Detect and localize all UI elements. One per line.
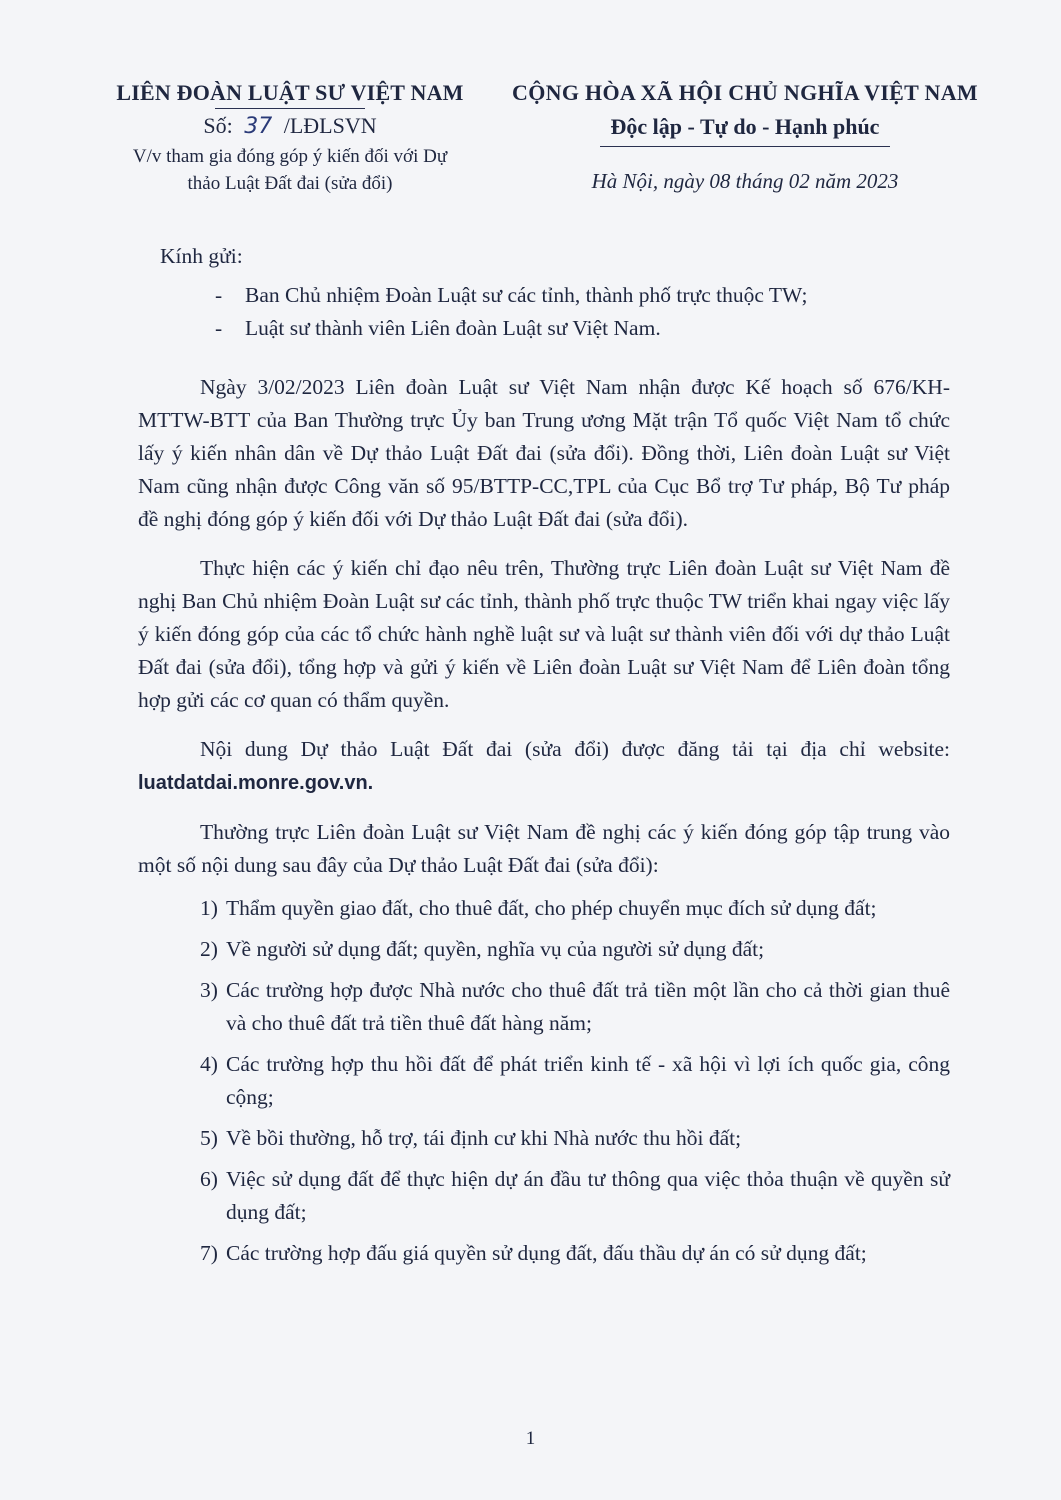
list-item (138, 1237, 950, 1270)
list-text: Việc sử dụng đất để thực hiện dự án đầu tư thông qua việc thỏa thuận về quyền sử dụng đất; (226, 1167, 950, 1224)
list-item (138, 933, 950, 966)
list-text: Về người sử dụng đất; quyền, nghĩa vụ của người sử dụng đất; (226, 937, 765, 961)
paragraph: Thực hiện các ý kiến chỉ đạo nêu trên, Thường trực Liên đoàn Luật sư Việt Nam đề nghị Ban Chủ nhiệm Đoàn Luật sư các tỉnh, thành phố trực thuộc TW triển khai ngay việc lấy ý kiến đóng góp của các tổ chức hành nghề luật sư và luật sư thành viên đối với dự thảo Luật Đất đai (sửa đổi), tổng hợp và gửi ý kiến về Liên đoàn Luật sư Việt Nam để Liên đoàn tổng hợp gửi các cơ quan có thẩm quyền. (138, 556, 950, 712)
recipient-text: Luật sư thành viên Liên đoàn Luật sư Việt Nam. (245, 316, 661, 340)
list-text: Các trường hợp thu hồi đất để phát triển kinh tế - xã hội vì lợi ích quốc gia, công cộng; (226, 1052, 950, 1109)
list-number: 7) (200, 1241, 218, 1265)
subject-line: thảo Luật Đất đai (sửa đổi) (187, 173, 393, 194)
national-heading (500, 80, 990, 194)
website-link[interactable]: luatdatdai.monre.gov.vn. (138, 772, 374, 794)
list-number: 1) (200, 896, 218, 920)
list-item (138, 1163, 950, 1229)
paragraph (138, 733, 950, 800)
list-number: 2) (200, 937, 218, 961)
list-number: 3) (200, 978, 218, 1002)
list-item (138, 1122, 950, 1155)
recipient-item (138, 279, 950, 312)
page-number: 1 (525, 1428, 536, 1449)
list-item (138, 892, 950, 925)
document-number (105, 113, 475, 139)
issuer-underline (215, 108, 365, 109)
document-number-prefix: Số: (203, 113, 233, 138)
list-text: Thẩm quyền giao đất, cho thuê đất, cho phép chuyển mục đích sử dụng đất; (226, 896, 877, 920)
topic-list (138, 892, 950, 1270)
subject (105, 143, 475, 197)
paragraph: Thường trực Liên đoàn Luật sư Việt Nam đề nghị các ý kiến đóng góp tập trung vào một số nội dung sau đây của Dự thảo Luật Đất đai (sửa đổi): (138, 820, 950, 877)
list-item (138, 974, 950, 1040)
issuer-block (105, 80, 475, 197)
list-text: Về bồi thường, hỗ trợ, tái định cư khi Nhà nước thu hồi đất; (226, 1126, 742, 1150)
list-number: 6) (200, 1167, 218, 1191)
recipient-marker: - (215, 316, 223, 340)
list-text: Các trường hợp được Nhà nước cho thuê đất trả tiền một lần cho cả thời gian thuê và cho thuê đất trả tiền thuê đất hàng năm; (226, 978, 950, 1035)
motto: Độc lập - Tự do - Hạnh phúc (610, 114, 880, 139)
nation-title: CỘNG HÒA XÃ HỘI CHỦ NGHĨA VIỆT NAM (512, 80, 978, 105)
list-number: 5) (200, 1126, 218, 1150)
dateline: Hà Nội, ngày 08 tháng 02 năm 2023 (591, 169, 899, 193)
paragraph-text: Nội dung Dự thảo Luật Đất đai (sửa đổi) được đăng tải tại địa chỉ website: (200, 737, 950, 761)
list-number: 4) (200, 1052, 218, 1076)
recipient-item (138, 312, 950, 345)
list-item (138, 1048, 950, 1114)
list-text: Các trường hợp đấu giá quyền sử dụng đất, đấu thầu dự án có sử dụng đất; (226, 1241, 867, 1265)
document-number-handwritten: 37 (244, 114, 273, 139)
greeting: Kính gửi: (160, 244, 243, 268)
recipient-list (138, 279, 950, 345)
recipient-text: Ban Chủ nhiệm Đoàn Luật sư các tỉnh, thành phố trực thuộc TW; (245, 283, 808, 307)
paragraph: Ngày 3/02/2023 Liên đoàn Luật sư Việt Nam nhận được Kế hoạch số 676/KH-MTTW-BTT của Ban Thường trực Ủy ban Trung ương Mặt trận Tổ quốc Việt Nam tổ chức lấy ý kiến nhân dân về Dự thảo Luật Đất đai (sửa đổi). Đồng thời, Liên đoàn Luật sư Việt Nam cũng nhận được Công văn số 95/BTTP-CC,TPL của Cục Bổ trợ Tư pháp, Bộ Tư pháp đề nghị đóng góp ý kiến đối với Dự thảo Luật Đất đai (sửa đổi). (138, 375, 950, 531)
issuer-name: LIÊN ĐOÀN LUẬT SƯ VIỆT NAM (116, 80, 464, 105)
motto-underline (600, 146, 890, 147)
document-number-suffix: /LĐLSVN (283, 113, 377, 138)
recipient-marker: - (215, 283, 223, 307)
subject-line: V/v tham gia đóng góp ý kiến đối với Dự (132, 146, 448, 167)
letter-body (138, 240, 950, 1278)
